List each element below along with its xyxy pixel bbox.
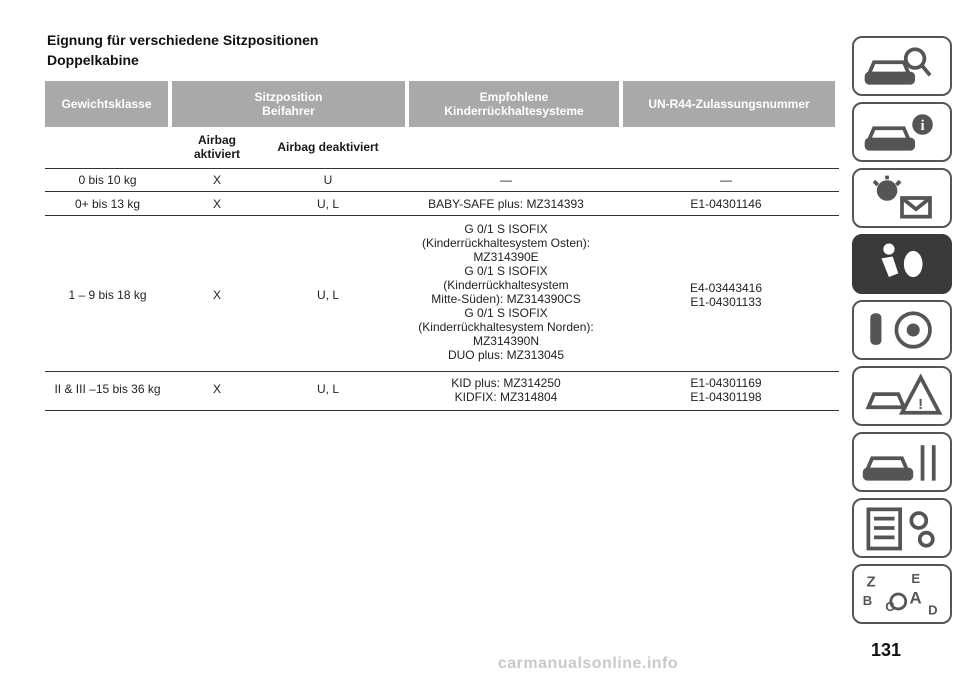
cell-airbag-deactivated: U [323, 173, 333, 187]
cell-system: KID plus: MZ314250 KIDFIX: MZ314804 [451, 376, 561, 404]
cell-airbag-active: X [212, 173, 221, 187]
car-breakdown-warning-icon[interactable] [852, 366, 952, 426]
specifications-gears-icon[interactable] [852, 498, 952, 558]
cell-approval: E1-04301146 [690, 197, 762, 211]
cell-system: — [500, 173, 512, 187]
subheader-airbag-active: Airbag aktiviert [193, 133, 241, 161]
header-weight-class: Gewichtsklasse [45, 81, 168, 127]
table-row [45, 192, 839, 216]
cell-airbag-deactivated: U, L [316, 197, 339, 211]
cell-system: G 0/1 S ISOFIX (Kinderrückhaltesystem Osten): MZ314390E G 0/1 S ISOFIX (Kinderrückhaltesystem Mitte-Süden): MZ314390CS G 0/1 S ISOFIX (Kinderrückhaltesystem Norden): MZ314390N DUO plus: MZ313045 [418, 222, 594, 362]
cell-approval: E1-04301169 E1-04301198 [690, 376, 762, 404]
cell-approval: E4-03443416 E1-04301133 [689, 281, 763, 309]
cell-system: BABY-SAFE plus: MZ314393 [428, 197, 584, 211]
svg-text:i: i [920, 118, 925, 135]
page-number: 131 [870, 640, 902, 660]
cell-airbag-active: X [212, 382, 221, 396]
cell-airbag-deactivated: U, L [316, 288, 339, 302]
car-search-icon[interactable] [852, 36, 952, 96]
car-maintenance-icon[interactable] [852, 432, 952, 492]
cell-weight: 1 – 9 bis 18 kg [68, 288, 147, 302]
table-header [45, 81, 839, 127]
airbag-passenger-icon[interactable] [852, 234, 952, 294]
svg-text:D: D [928, 602, 938, 618]
svg-text:C: C [885, 598, 895, 614]
svg-text:E: E [911, 570, 921, 586]
header-approval-number: UN-R44-Zulassungsnummer [623, 81, 835, 127]
page-title: Eignung für verschiedene Sitzpositionen [47, 32, 319, 48]
cell-airbag-deactivated: U, L [316, 382, 339, 396]
table-row [45, 216, 839, 372]
cell-approval: — [720, 173, 732, 187]
warning-light-message-icon[interactable] [852, 168, 952, 228]
car-info-icon[interactable] [852, 102, 952, 162]
cell-airbag-active: X [212, 288, 221, 302]
svg-text:!: ! [918, 396, 924, 414]
svg-text:B: B [862, 593, 873, 609]
cell-weight: II & III –15 bis 36 kg [54, 382, 161, 396]
subheader-airbag-deactivated: Airbag deaktiviert [277, 140, 379, 154]
cell-airbag-active: X [212, 197, 221, 211]
table-row [45, 372, 839, 411]
key-steering-wheel-icon[interactable] [852, 300, 952, 360]
table-subheader [45, 128, 839, 169]
section-subtitle: Doppelkabine [47, 52, 139, 68]
cell-weight: 0+ bis 13 kg [74, 197, 141, 211]
cell-weight: 0 bis 10 kg [78, 173, 137, 187]
alphabetical-index-icon[interactable] [852, 564, 952, 624]
svg-text:Z: Z [866, 573, 876, 591]
svg-text:A: A [909, 588, 922, 608]
table-row [45, 169, 839, 192]
header-seat-position: Sitzposition Beifahrer [172, 81, 405, 127]
watermark: carmanualsonline.info [497, 655, 679, 672]
header-recommended-systems: Empfohlene Kinderrückhaltesysteme [409, 81, 619, 127]
